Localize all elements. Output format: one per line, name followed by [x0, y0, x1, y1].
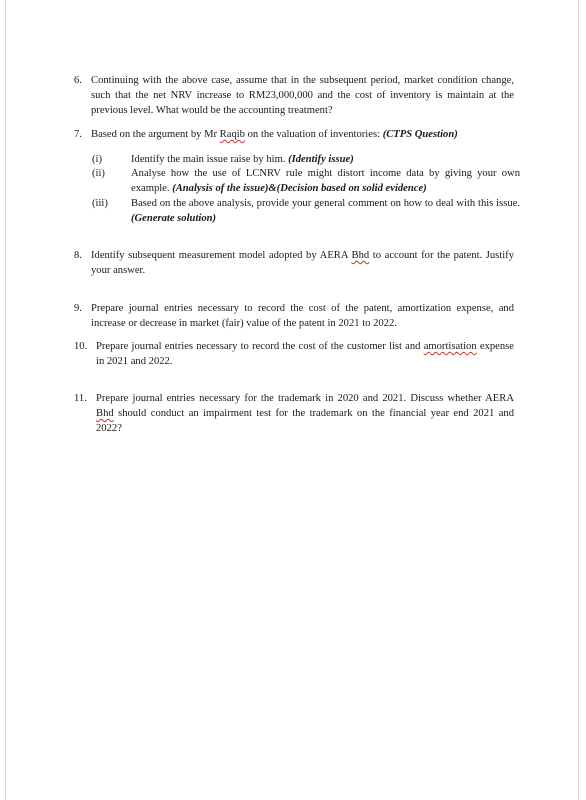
- question-8-text-after: to account for the patent. Justify your answer.: [91, 250, 515, 276]
- subitem-tag: (Generate solution): [131, 213, 217, 224]
- question-6-number: 6.: [74, 75, 82, 86]
- question-8-bhd: Bhd: [351, 250, 370, 261]
- question-6: [74, 73, 514, 118]
- question-10-amortisation: amortisation: [423, 341, 477, 352]
- question-7-number: 7.: [74, 129, 82, 140]
- question-10: [74, 339, 514, 369]
- question-7-text-before: Based on the argument by Mr: [91, 129, 220, 140]
- question-7-text-after: on the valuation of inventories:: [244, 129, 383, 140]
- question-11-number: 11.: [74, 393, 87, 404]
- subitem-tag: (Identify issue): [288, 154, 354, 165]
- question-8-number: 8.: [74, 250, 82, 261]
- question-11-text-before: Prepare journal entries necessary for the trademark in 2020 and 2021. Discuss whether AERA: [96, 393, 514, 404]
- subitem-tag: (Analysis of the issue)&(Decision based on solid evidence): [172, 183, 427, 194]
- question-7-name: Raqib: [219, 129, 245, 140]
- subitem-text: Identify the main issue raise by him.: [131, 154, 289, 165]
- subitem-roman: (iii): [92, 198, 108, 209]
- subitem-text: Analyse how the use of LCNRV rule might distort income data by giving your own example.: [131, 168, 520, 194]
- question-8-text-before: Identify subsequent measurement model adopted by AERA: [91, 250, 352, 261]
- question-11: [74, 391, 514, 436]
- question-11-text-after: should conduct an impairment test for the trademark on the financial year end 2021 and 2022?: [96, 408, 514, 434]
- document-page: [5, 0, 579, 800]
- subitem-roman: (ii): [92, 168, 105, 179]
- question-7-subitem: [92, 166, 520, 196]
- subitem-roman: (i): [92, 154, 102, 165]
- question-9-number: 9.: [74, 303, 82, 314]
- question-10-text-after: expense in 2021 and 2022.: [96, 341, 514, 367]
- question-7-tag: (CTPS Question): [382, 129, 458, 140]
- subitem-text: Based on the above analysis, provide your general comment on how to deal with this issue.: [131, 198, 520, 209]
- question-7-subitem: [92, 196, 520, 226]
- question-10-number: 10.: [74, 341, 88, 352]
- question-8: [74, 248, 514, 278]
- question-9-text: Prepare journal entries necessary to record the cost of the patent, amortization expense, and increase or decrease in market (fair) value of the patent in 2021 to 2022.: [91, 303, 514, 329]
- question-11-bhd: Bhd: [96, 408, 114, 419]
- question-7-subitem: [92, 152, 520, 167]
- question-9: [74, 301, 514, 331]
- question-6-text: Continuing with the above case, assume that in the subsequent period, market condition change, such that the net NRV increase to RM23,000,000 and the cost of inventory is maintain at the previous level. What would be the accounting treatment?: [91, 75, 514, 116]
- question-10-text-before: Prepare journal entries necessary to record the cost of the customer list and: [96, 341, 424, 352]
- question-7: [74, 127, 514, 142]
